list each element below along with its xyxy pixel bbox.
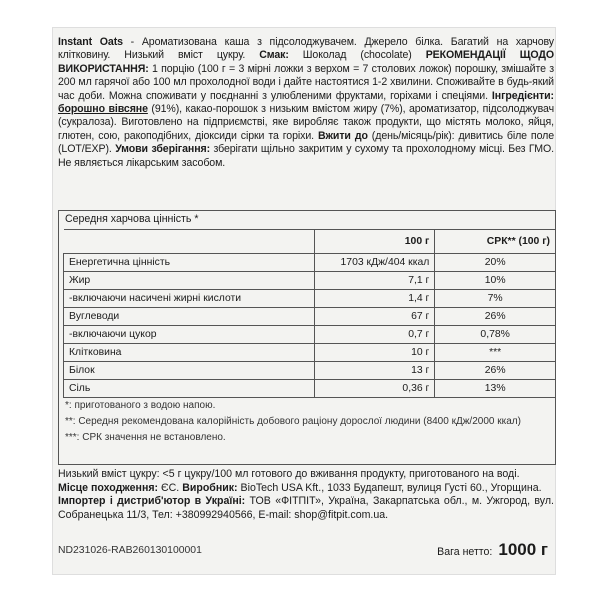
- brand-name: Instant Oats: [58, 36, 123, 48]
- row-rda: 7%: [435, 290, 556, 308]
- header-empty: [64, 230, 315, 254]
- importer-value: ТОВ «ФІТПІТ», Україна, Закарпатська обл., м. Ужгород, вул. Собранецька 11/3, Тел: +380992940566, E-mail: shop@fitpit.com.ua.: [58, 495, 554, 521]
- table-row: [64, 380, 556, 398]
- row-rda: 20%: [435, 254, 556, 272]
- product-description: [58, 36, 554, 170]
- footnote-1: *: приготованого з водою напою.: [65, 400, 216, 411]
- row-rda: 0,78%: [435, 326, 556, 344]
- row-value: 10 г: [315, 344, 435, 362]
- table-row: [64, 290, 556, 308]
- sugar-claim: Низький вміст цукру: <5 г цукру/100 мл готового до вживання продукту, приготованого на воді.: [58, 468, 520, 480]
- row-rda: 26%: [435, 308, 556, 326]
- ingredients-text: (91%), какао-порошок з низьким вмістом жиру (7%), ароматизатор, підсолоджувач (сукралоза). Виготовлено на підприємстві, яке виробляє також продукти, що містять молоко, яйця, глютен, сою, ракоподібних, діоксиди сірки та горіхи.: [58, 103, 554, 142]
- row-name: Білок: [64, 362, 315, 380]
- maker-value: BioTech USA Kft., 1033 Будапешт, вулиця Густі 60., Угорщина.: [237, 481, 542, 494]
- footnote-3: ***: СРК значення не встановлено.: [65, 432, 226, 443]
- table-header-row: [64, 230, 556, 254]
- row-value: 1,4 г: [315, 290, 435, 308]
- footnotes: [65, 399, 549, 447]
- row-name: Клітковина: [64, 344, 315, 362]
- header-rda: СРК** (100 г): [435, 230, 556, 254]
- row-value: 7,1 г: [315, 272, 435, 290]
- best-before-label: Вжити до: [317, 129, 368, 142]
- row-rda: ***: [435, 344, 556, 362]
- nutrition-table: [63, 229, 556, 398]
- importer-line: [58, 495, 554, 522]
- row-value: 1703 кДж/404 ккал: [315, 254, 435, 272]
- producer-info: [58, 468, 554, 522]
- table-row: [64, 362, 556, 380]
- row-value: 13 г: [315, 362, 435, 380]
- nutrition-title: Середня харчова цінність *: [65, 213, 199, 225]
- nutrition-box: [58, 210, 556, 465]
- row-value: 0,36 г: [315, 380, 435, 398]
- storage-text: зберігати щільно закритим у сухому та прохолодному місці. Без ГМО. Не являється лікарським засобом.: [58, 143, 554, 169]
- importer-label: Імпортер і дистриб'ютор в Україні:: [58, 495, 246, 508]
- table-row: [64, 344, 556, 362]
- maker-label: Виробник:: [182, 481, 238, 494]
- row-name: -включаючи цукор: [64, 326, 315, 344]
- ingredients-main: борошно вівсяне: [58, 103, 148, 116]
- row-rda: 26%: [435, 362, 556, 380]
- usage-text: 1 порцію (100 г = 3 мірні ложки з верхом = 7 столових ложок) порошку, змішайте з 200 мл гарячої або 100 мл прохолодної води і дайте настоятися 1-2 хвилини. Споживайте в будь-який час доби. Можна споживати у поєднанні з улюбленими фруктами, горіхами і спеціями.: [58, 62, 554, 102]
- row-name: -включаючи насичені жирні кислоти: [64, 290, 315, 308]
- taste-value: Шоколад (chocolate): [288, 49, 426, 62]
- row-value: 0,7 г: [315, 326, 435, 344]
- row-name: Жир: [64, 272, 315, 290]
- row-name: Енергетична цінність: [64, 254, 315, 272]
- ingredients-label: Інгредієнти:: [491, 89, 554, 102]
- origin-value: ЄС.: [158, 481, 183, 494]
- net-weight-value: 1000 г: [498, 540, 548, 559]
- net-weight: [437, 540, 548, 560]
- origin-label: Місце походження:: [58, 481, 159, 494]
- table-row: [64, 326, 556, 344]
- description-text: - Ароматизована каша з підсолоджувачем. Джерело білка. Багатий на харчову клітковину. Низький вміст цукру.: [58, 36, 554, 62]
- net-weight-label: Вага нетто:: [437, 546, 493, 558]
- row-name: Сіль: [64, 380, 315, 398]
- best-before-text: (день/місяць/рік): дивитись біле поле (LOT/EXP).: [58, 129, 554, 156]
- footnote-2: **: Середня рекомендована калорійність добового раціону дорослої людини (8400 кДж/2000 ккал): [65, 416, 521, 427]
- usage-label: РЕКОМЕНДАЦІЇ ЩОДО ВИКОРИСТАННЯ:: [58, 49, 555, 75]
- batch-code: ND231026-RAB260130100001: [58, 545, 202, 556]
- table-row: [64, 254, 556, 272]
- table-row: [64, 272, 556, 290]
- row-rda: 10%: [435, 272, 556, 290]
- taste-label: Смак:: [259, 49, 289, 62]
- origin-line: [58, 482, 554, 496]
- row-value: 67 г: [315, 308, 435, 326]
- row-name: Вуглеводи: [64, 308, 315, 326]
- storage-label: Умови зберігання:: [115, 143, 211, 156]
- row-rda: 13%: [435, 380, 556, 398]
- table-row: [64, 308, 556, 326]
- header-100g: 100 г: [315, 230, 435, 254]
